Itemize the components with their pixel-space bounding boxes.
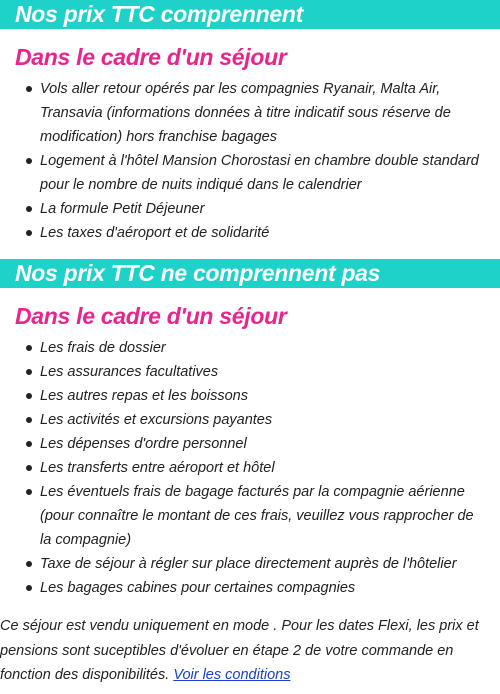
excluded-subheading: Dans le cadre d'un séjour [15,303,287,329]
list-item: Les taxes d'aéroport et de solidarité [40,221,486,245]
list-item: Vols aller retour opérés par les compagnies Ryanair, Malta Air, Transavia (informations données à titre indicatif sous réserve de modification) hors franchise bagages [40,77,486,149]
list-item: Les dépenses d'ordre personnel [40,432,486,456]
list-item: Les frais de dossier [40,336,486,360]
list-item: Les éventuels frais de bagage facturés par la compagnie aérienne (pour connaître le montant de ces frais, veuillez vous rapprocher de la compagnie) [40,480,486,552]
list-item: Les assurances facultatives [40,360,486,384]
flexi-note [0,614,500,688]
list-item: Les transferts entre aéroport et hôtel [40,456,486,480]
list-item: Taxe de séjour à régler sur place directement auprès de l'hôtelier [40,552,486,576]
list-item: Logement à l'hôtel Mansion Chorostasi en chambre double standard pour le nombre de nuits indiqué dans le calendrier [40,149,486,197]
list-item: Les bagages cabines pour certaines compagnies [40,576,486,600]
conditions-link[interactable]: Voir les conditions [173,667,291,683]
excluded-list [0,336,500,600]
included-subheading: Dans le cadre d'un séjour [15,44,287,70]
included-list [0,77,500,245]
included-heading: Nos prix TTC comprennent [0,0,500,29]
excluded-heading: Nos prix TTC ne comprennent pas [0,259,500,288]
list-item: Les activités et excursions payantes [40,408,486,432]
list-item: Les autres repas et les boissons [40,384,486,408]
list-item: La formule Petit Déjeuner [40,197,486,221]
flexi-note-text: Ce séjour est vendu uniquement en mode . Pour les dates Flexi, les prix et pensions sont suceptibles d'évoluer en étape 2 de votre commande en fonction des disponibilités. [0,618,479,683]
